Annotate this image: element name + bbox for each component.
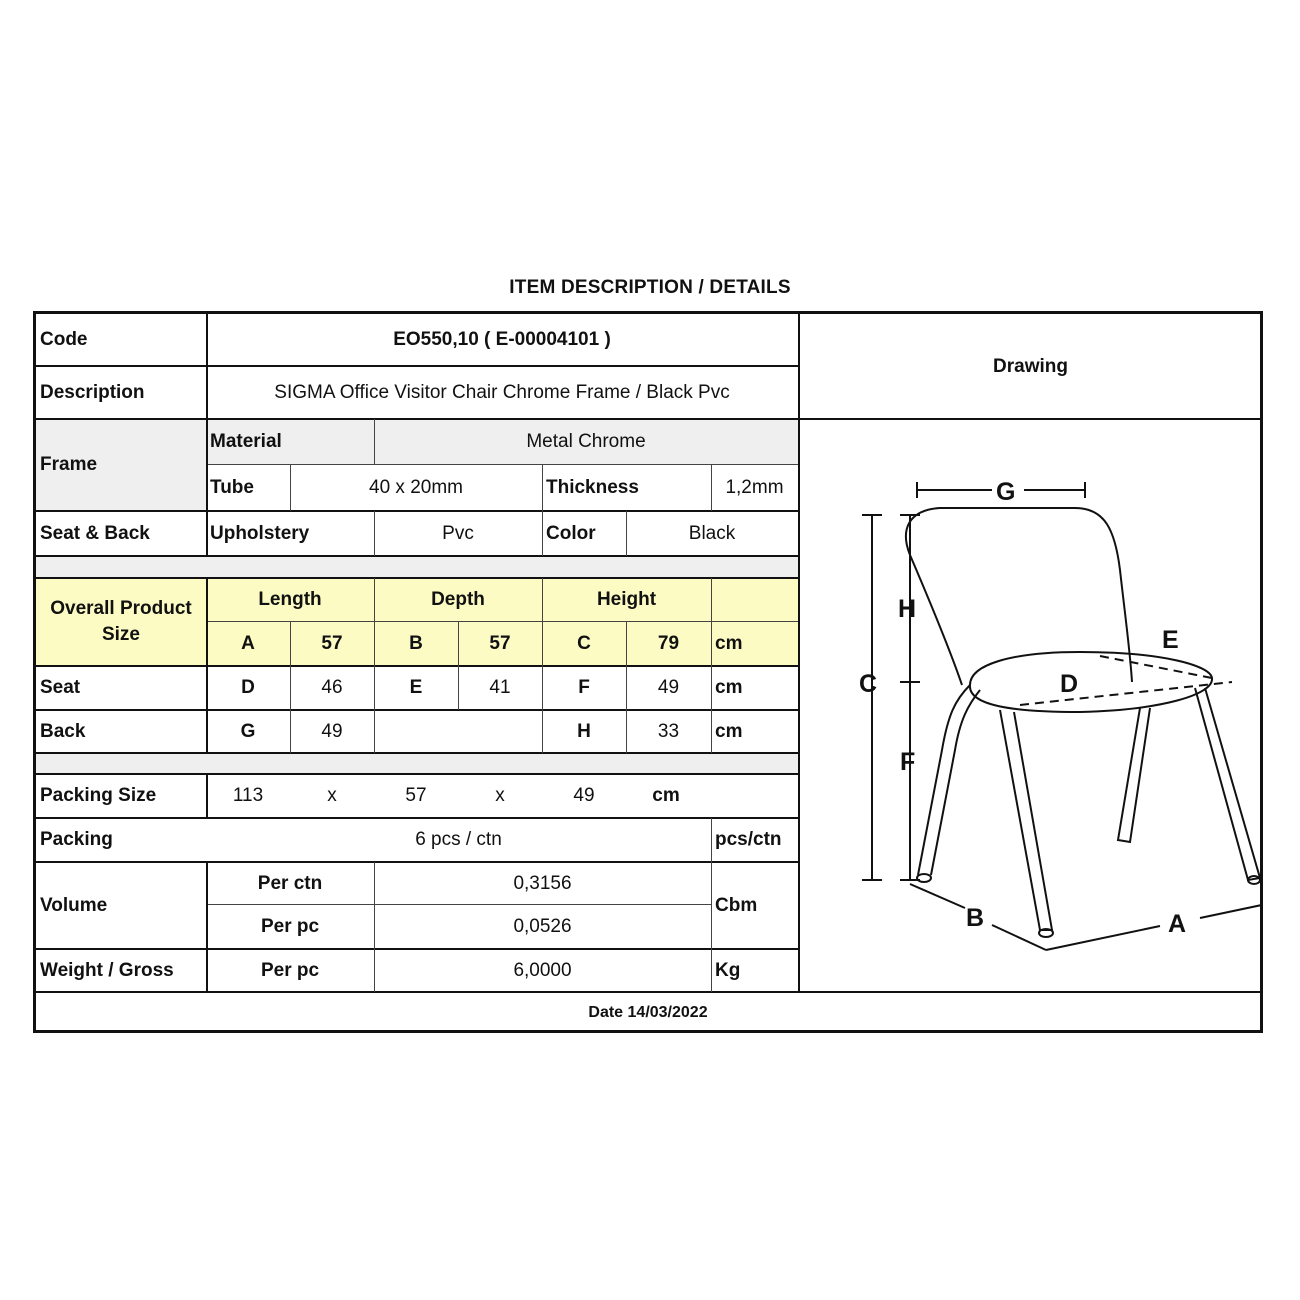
chair-leg-back-right-2 xyxy=(1195,688,1260,880)
per-ctn-label: Per ctn xyxy=(257,872,323,894)
document-title: ITEM DESCRIPTION / DETAILS xyxy=(509,277,791,298)
thickness-label: Thickness xyxy=(546,477,639,498)
overall-size-label-line1: Overall Product xyxy=(50,598,192,619)
volume-unit: Cbm xyxy=(715,894,758,916)
packing-size-unit: cm xyxy=(652,785,680,806)
date-footer: Date 14/03/2022 xyxy=(588,1004,708,1021)
packing-label: Packing xyxy=(40,829,113,850)
label-b: B xyxy=(966,904,985,932)
seat-back-label: Seat & Back xyxy=(40,522,150,544)
chair-drawing xyxy=(800,420,1262,990)
label-c: C xyxy=(859,670,878,698)
material-label: Material xyxy=(210,431,282,452)
length-header: Length xyxy=(258,589,322,610)
chair-seat xyxy=(970,652,1212,712)
height-header: Height xyxy=(596,589,657,610)
chair-leg-front-right xyxy=(1000,710,1052,930)
spacer-row-2 xyxy=(36,753,798,774)
label-g: G xyxy=(996,478,1016,506)
packing-size-label: Packing Size xyxy=(40,785,157,806)
packing-size-x2: x xyxy=(495,785,505,806)
b-value: 57 xyxy=(489,633,511,654)
overall-size-label xyxy=(36,578,206,666)
upholstery-value: Pvc xyxy=(442,522,474,544)
chair-backrest xyxy=(906,508,1132,685)
g-label: G xyxy=(240,720,256,742)
label-f: F xyxy=(900,748,916,776)
a-value: 57 xyxy=(321,633,343,654)
weight-value: 6,0000 xyxy=(513,959,572,981)
drawing-label: Drawing xyxy=(993,355,1068,377)
color-value: Black xyxy=(688,522,736,544)
e-label: E xyxy=(409,677,423,698)
spacer-row-1 xyxy=(36,556,798,578)
f-label: F xyxy=(578,677,590,698)
weight-unit: Kg xyxy=(715,959,741,981)
f-value: 49 xyxy=(657,677,680,698)
packing-size-height: 49 xyxy=(573,785,595,806)
overall-size-label-line2: Size xyxy=(101,624,141,645)
label-a: A xyxy=(1168,910,1187,938)
dim-d-line xyxy=(1020,682,1232,705)
back-label: Back xyxy=(40,720,86,742)
code-label: Code xyxy=(40,329,88,350)
label-d: D xyxy=(1060,670,1079,698)
per-ctn-value: 0,3156 xyxy=(513,872,572,894)
code-value: EO550,10 ( E-00004101 ) xyxy=(393,329,611,350)
packing-size-width: 57 xyxy=(405,785,427,806)
material-value: Metal Chrome xyxy=(526,431,646,452)
packing-unit: pcs/ctn xyxy=(715,829,782,850)
c-label: C xyxy=(577,633,591,654)
per-pc-value: 0,0526 xyxy=(513,916,572,937)
tube-label: Tube xyxy=(210,477,254,498)
g-value: 49 xyxy=(321,720,343,742)
dim-e-line xyxy=(1100,656,1212,678)
packing-size-length: 113 xyxy=(232,785,264,806)
c-value: 79 xyxy=(657,633,680,654)
label-h: H xyxy=(898,595,917,623)
tube-value: 40 x 20mm xyxy=(369,477,463,498)
depth-header: Depth xyxy=(431,589,485,610)
h-label: H xyxy=(577,720,591,742)
d-label: D xyxy=(241,677,255,698)
e-value: 41 xyxy=(489,677,511,698)
overall-unit: cm xyxy=(715,633,743,654)
description-label: Description xyxy=(40,381,145,403)
frame-label: Frame xyxy=(40,454,98,475)
back-unit: cm xyxy=(715,720,743,742)
packing-value: 6 pcs / ctn xyxy=(415,829,502,850)
seat-label: Seat xyxy=(40,677,81,698)
chair-leg-back-right xyxy=(1118,708,1150,842)
b-label: B xyxy=(409,633,423,654)
weight-per-pc-label: Per pc xyxy=(260,959,320,981)
packing-size-x1: x xyxy=(327,785,337,806)
label-e: E xyxy=(1162,626,1179,654)
color-label: Color xyxy=(546,522,596,544)
upholstery-label: Upholstery xyxy=(210,522,310,544)
thickness-value: 1,2mm xyxy=(725,477,784,498)
spec-sheet xyxy=(33,311,1263,1033)
volume-label: Volume xyxy=(40,894,108,916)
a-label: A xyxy=(241,633,255,654)
seat-unit: cm xyxy=(715,677,743,698)
chair-leg-front-left xyxy=(918,685,970,875)
dim-a-line xyxy=(1046,926,1160,950)
description-value: SIGMA Office Visitor Chair Chrome Frame / Black Pvc xyxy=(274,381,730,403)
d-value: 46 xyxy=(321,677,343,698)
weight-label: Weight / Gross xyxy=(40,959,174,981)
dim-b-line xyxy=(910,884,965,908)
h-value: 33 xyxy=(657,720,680,742)
per-pc-label: Per pc xyxy=(260,916,320,937)
